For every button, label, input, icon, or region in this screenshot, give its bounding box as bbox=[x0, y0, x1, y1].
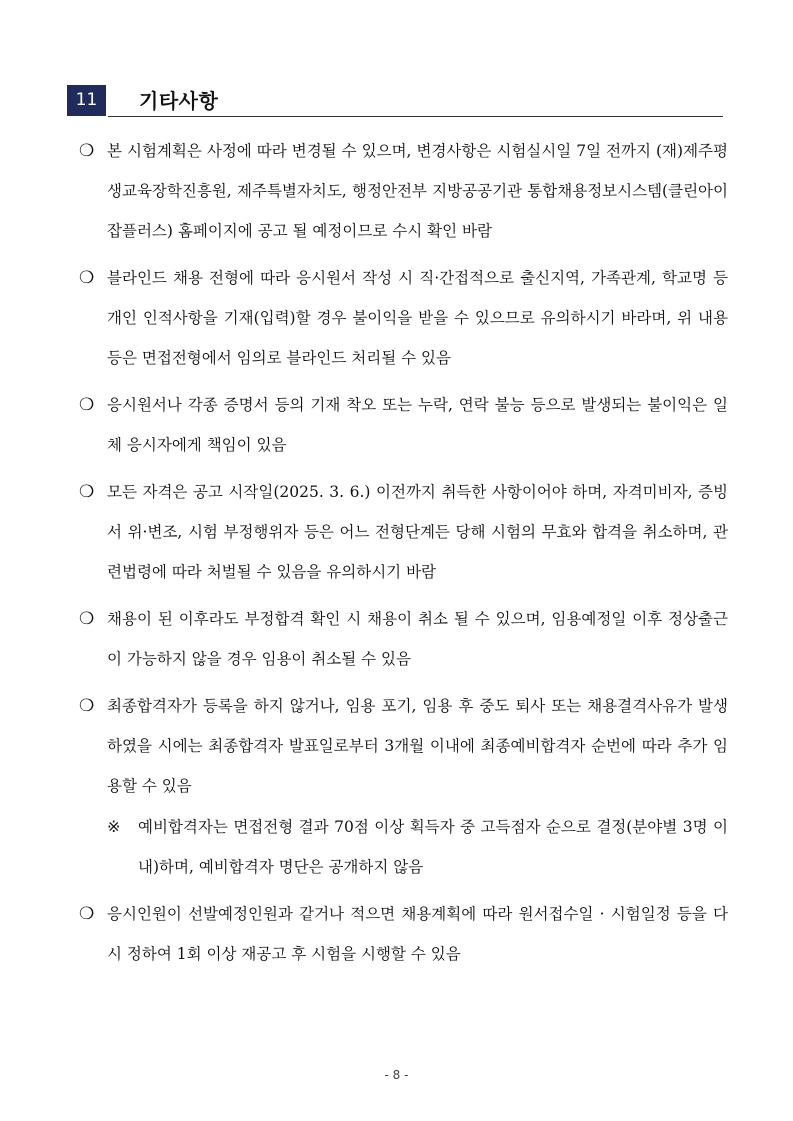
notice-list bbox=[72, 131, 728, 981]
reference-mark-icon: ※ bbox=[107, 817, 121, 836]
circle-bullet-icon: ❍ bbox=[79, 268, 95, 288]
list-item bbox=[72, 131, 728, 251]
section-title: 기타사항 bbox=[139, 89, 219, 113]
section-number-badge: 11 bbox=[67, 85, 106, 116]
header-underline bbox=[108, 116, 723, 117]
list-item-text: 응시인원이 선발예정인원과 같거나 적으면 채용계획에 따라 원서접수일 · 시험일정 등을 다시 정하여 1회 이상 재공고 후 시험을 시행할 수 있음 bbox=[107, 905, 728, 963]
list-item-text: 블라인드 채용 전형에 따라 응시원서 작성 시 직·간접적으로 출신지역, 가족관계, 학교명 등 개인 인적사항을 기재(입력)할 경우 불이익을 받을 수 있으므로 유의하시기 바라며, 위 내용 등은 면접전형에서 임의로 블라인드 처리될 수 있음 bbox=[107, 269, 728, 367]
circle-bullet-icon: ❍ bbox=[79, 904, 95, 924]
note-text: 예비합격자는 면접전형 결과 70점 이상 획득자 중 고득점자 순으로 결정(분야별 3명 이내)하며, 예비합격자 명단은 공개하지 않음 bbox=[138, 818, 728, 876]
list-item-text: 채용이 된 이후라도 부정합격 확인 시 채용이 취소 될 수 있으며, 임용예정일 이후 정상출근이 가능하지 않을 경우 임용이 취소될 수 있음 bbox=[107, 610, 728, 668]
list-item-text: 최종합격자가 등록을 하지 않거나, 임용 포기, 임용 후 중도 퇴사 또는 채용결격사유가 발생하였을 시에는 최종합격자 발표일로부터 3개월 이내에 최종예비합격자 순번에 따라 추가 임용할 수 있음 bbox=[107, 697, 728, 795]
list-item bbox=[72, 472, 728, 592]
circle-bullet-icon: ❍ bbox=[79, 141, 95, 161]
circle-bullet-icon: ❍ bbox=[79, 609, 95, 629]
list-item bbox=[72, 686, 728, 806]
list-item bbox=[72, 258, 728, 378]
circle-bullet-icon: ❍ bbox=[79, 395, 95, 415]
page-number: - 8 - bbox=[384, 1068, 409, 1082]
circle-bullet-icon: ❍ bbox=[79, 696, 95, 716]
list-item bbox=[72, 385, 728, 465]
note-item bbox=[72, 807, 728, 887]
list-item-text: 응시원서나 각종 증명서 등의 기재 착오 또는 누락, 연락 불능 등으로 발생되는 불이익은 일체 응시자에게 책임이 있음 bbox=[107, 396, 728, 454]
list-item bbox=[72, 894, 728, 974]
list-item bbox=[72, 599, 728, 679]
list-item-text: 모든 자격은 공고 시작일(2025. 3. 6.) 이전까지 취득한 사항이어야 하며, 자격미비자, 증빙서 위·변조, 시험 부정행위자 등은 어느 전형단계든 당해 시험의 무효와 합격을 취소하며, 관련법령에 따라 처벌될 수 있음을 유의하시기 바람 bbox=[107, 483, 728, 581]
list-item-text: 본 시험계획은 사정에 따라 변경될 수 있으며, 변경사항은 시험실시일 7일 전까지 (재)제주평생교육장학진흥원, 제주특별자치도, 행정안전부 지방공공기관 통합채용정보시스템(클린아이 잡플러스) 홈페이지에 공고 될 예정이므로 수시 확인 바람 bbox=[107, 142, 728, 240]
circle-bullet-icon: ❍ bbox=[79, 482, 95, 502]
section-header bbox=[67, 85, 723, 119]
